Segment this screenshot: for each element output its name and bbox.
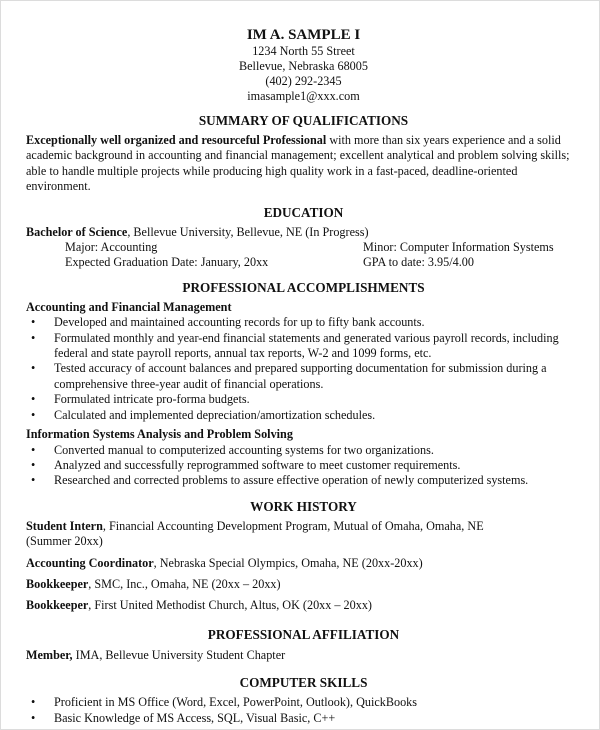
bullet-icon: • <box>31 442 36 457</box>
job-entry <box>26 577 581 592</box>
bullet-icon: • <box>31 315 36 330</box>
education-heading: EDUCATION <box>263 204 344 220</box>
accomplishment-list <box>26 443 581 489</box>
job-role: Bookkeeper <box>26 576 89 591</box>
affiliation-heading: PROFESSIONAL AFFILIATION <box>207 626 400 642</box>
summary-lead: Exceptionally well organized and resourceful Professional <box>26 133 327 147</box>
list-item <box>26 711 581 726</box>
education-gpa: GPA to date: 3.95/4.00 <box>363 255 474 270</box>
list-item-text: Tested accuracy of account balances and prepared supporting documentation for submission during a comprehensive three-year audit of financial operations. <box>54 361 547 391</box>
resume-document <box>26 27 581 726</box>
summary-heading: SUMMARY OF QUALIFICATIONS <box>198 113 409 128</box>
affiliation-role: Member, <box>26 647 73 662</box>
job-dates: (Summer 20xx) <box>26 534 103 549</box>
affiliation-entry <box>26 648 581 663</box>
email-address: imasample1@xxx.com <box>247 89 360 103</box>
job-role: Accounting Coordinator <box>26 555 154 570</box>
list-item <box>26 361 581 392</box>
city-state-zip: Bellevue, Nebraska 68005 <box>239 59 368 73</box>
job-role: Bookkeeper <box>26 598 89 613</box>
accomplishments-heading: PROFESSIONAL ACCOMPLISHMENTS <box>182 279 425 295</box>
list-item-text: Formulated intricate pro-forma budgets. <box>54 392 250 407</box>
skills-list <box>26 695 581 726</box>
education-minor: Minor: Computer Information Systems <box>363 240 554 255</box>
list-item-text: Converted manual to computerized accounting systems for two organizations. <box>54 442 434 457</box>
list-item-text: Developed and maintained accounting records for up to fifty bank accounts. <box>54 315 425 330</box>
list-item <box>26 473 581 488</box>
accomplishment-group-heading: Information Systems Analysis and Problem Solving <box>26 427 293 442</box>
list-item <box>26 443 581 458</box>
education-major: Major: Accounting <box>65 240 158 255</box>
degree-name: Bachelor of Science <box>26 224 128 239</box>
applicant-name: IM A. SAMPLE I <box>246 27 361 43</box>
education-row-major <box>26 240 581 255</box>
list-item-text: Proficient in MS Office (Word, Excel, PowerPoint, Outlook), QuickBooks <box>54 695 418 710</box>
summary-paragraph <box>26 133 581 195</box>
list-item <box>26 458 581 473</box>
accomplishment-list <box>26 315 581 423</box>
skills-heading: COMPUTER SKILLS <box>239 675 368 691</box>
contact-header <box>26 27 581 104</box>
affiliation-detail: IMA, Bellevue University Student Chapter <box>72 647 286 662</box>
education-graduation: Expected Graduation Date: January, 20xx <box>65 255 269 270</box>
job-entry <box>26 519 581 550</box>
list-item-text: Formulated monthly and year-end financial statements and generated various payroll records, including federal and state payroll reports, annual tax reports, W-2 and 1099 forms, etc. <box>54 330 559 361</box>
bullet-icon: • <box>31 695 36 710</box>
degree-line <box>26 225 581 240</box>
summary-text: with more than six years experience and a solid academic background in accounting and financial management; excellent analytical and problem solving skills; able to handle multiple projects while producing high quality work in a fast-paced, deadline-oriented environment. <box>26 133 570 194</box>
job-entry <box>26 598 581 613</box>
list-item-text: Calculated and implemented depreciation/amortization schedules. <box>54 407 376 422</box>
work-history-heading: WORK HISTORY <box>250 498 357 514</box>
bullet-icon: • <box>31 407 36 422</box>
education-row-graduation <box>26 255 581 270</box>
bullet-icon: • <box>31 330 36 345</box>
bullet-icon: • <box>31 457 36 472</box>
job-detail: , Financial Accounting Development Program, Mutual of Omaha, Omaha, NE <box>102 518 484 533</box>
phone-number: (402) 292-2345 <box>265 74 342 88</box>
list-item <box>26 315 581 330</box>
bullet-icon: • <box>31 710 36 725</box>
list-item-text: Researched and corrected problems to assure effective operation of newly computerized systems. <box>54 473 529 488</box>
list-item <box>26 392 581 407</box>
list-item <box>26 408 581 423</box>
job-detail: , First United Methodist Church, Altus, OK (20xx – 20xx) <box>88 598 372 613</box>
job-entry <box>26 556 581 571</box>
job-detail: , Nebraska Special Olympics, Omaha, NE (20xx-20xx) <box>153 555 423 570</box>
list-item-text: Analyzed and successfully reprogrammed software to meet customer requirements. <box>54 457 461 472</box>
job-detail: , SMC, Inc., Omaha, NE (20xx – 20xx) <box>88 576 281 591</box>
accomplishment-group-heading: Accounting and Financial Management <box>26 299 232 314</box>
job-role: Student Intern <box>26 518 103 533</box>
list-item-text: Basic Knowledge of MS Access, SQL, Visual Basic, C++ <box>54 710 336 725</box>
list-item <box>26 331 581 362</box>
list-item <box>26 695 581 710</box>
bullet-icon: • <box>31 392 36 407</box>
bullet-icon: • <box>31 473 36 488</box>
bullet-icon: • <box>31 361 36 376</box>
street-address: 1234 North 55 Street <box>252 44 355 58</box>
degree-school: , Bellevue University, Bellevue, NE (In Progress) <box>127 224 369 239</box>
